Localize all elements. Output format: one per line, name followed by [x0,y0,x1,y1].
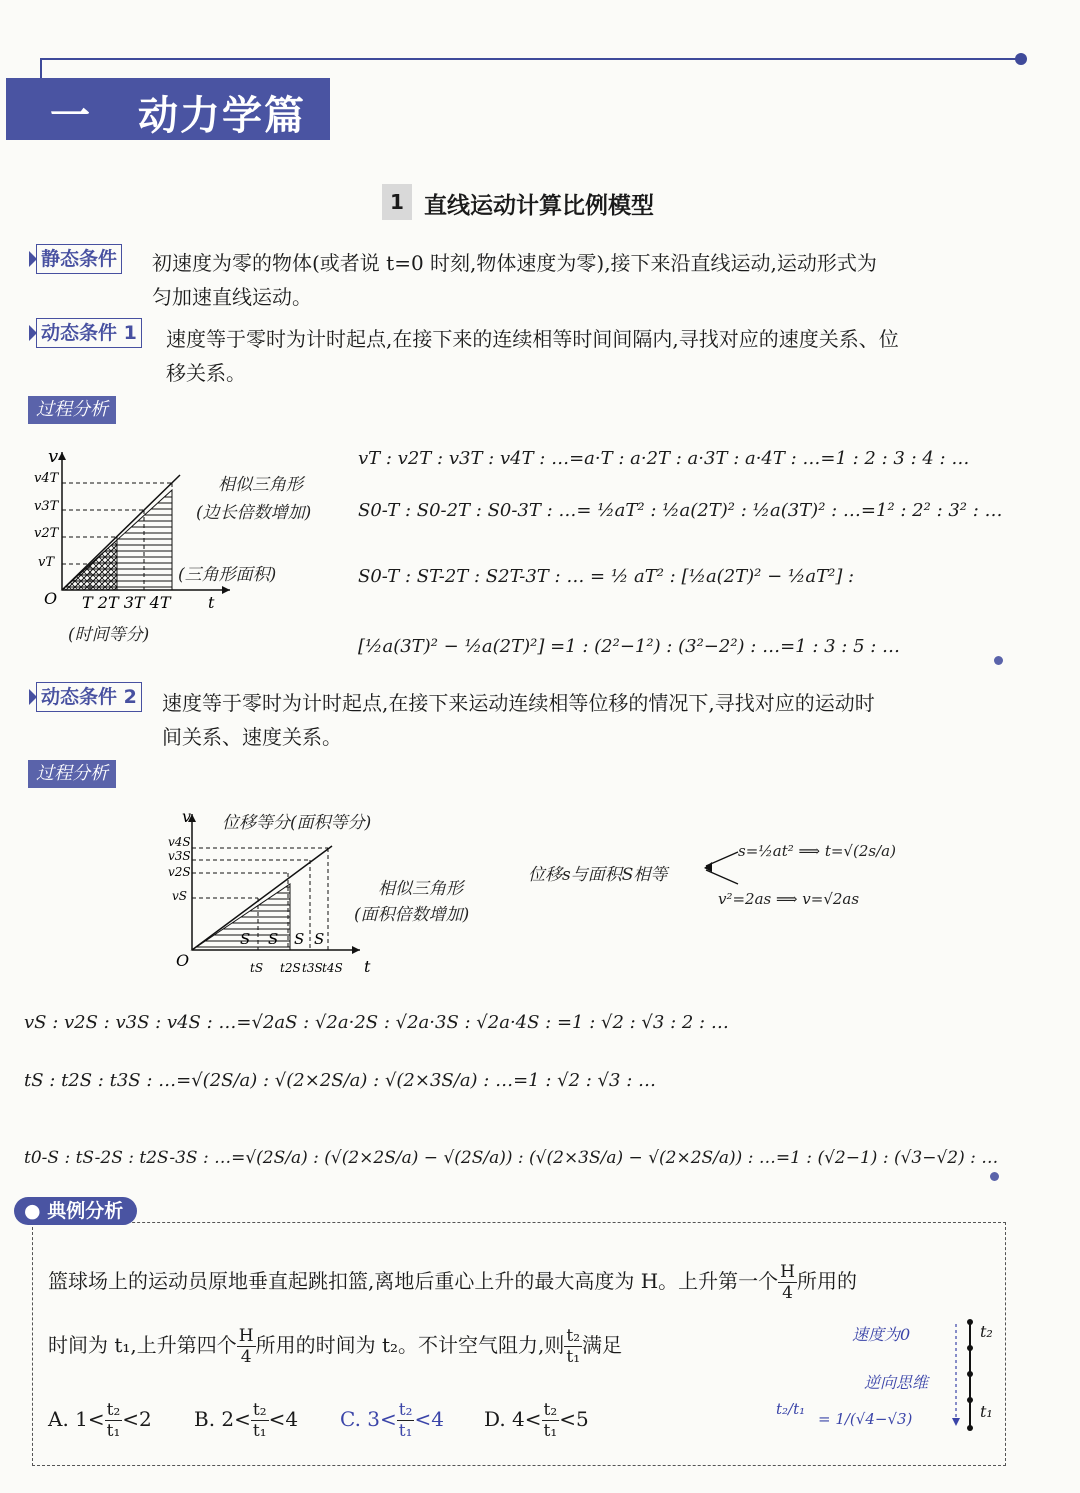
tick-t2S: t2S [280,961,301,975]
axis-label-t: t [208,593,215,612]
question-text-2c: 满足 [582,1333,623,1357]
axis-label-t: t [364,957,371,976]
example-header [14,1197,137,1225]
question-text-2b: 所用的时间为 t₂。不计空气阻力,则 [255,1333,565,1357]
note-displacement-area-equal: 位移s与面积S相等 [528,865,668,885]
label-t2: t₂ [980,1322,993,1341]
t-ticks: T 2T 3T 4T [82,593,171,612]
note-time-equal: (时间等分) [68,625,150,645]
tick-v3S: v3S [168,849,191,863]
equation-time-from-displacement: s=½at² ⟹ t=√(2s/a) [738,842,896,860]
velocity-ratio-equal-displacement: vS : v2S : v3S : v4S : …=√2aS : √2a·2S : √2a·3S : √2a·4S : =1 : √2 : √3 : 2 : … [24,1012,729,1033]
question-line1 [48,1262,857,1303]
dynamic-condition-1-line2: 移关系。 [166,361,246,385]
note-reverse-thinking: 逆向思维 [864,1373,929,1392]
area-label-s1: S [240,930,251,948]
displacement-ratio-formula: S0-T : S0-2T : S0-3T : …= ½aT² : ½a(2T)² : ½a(3T)² : …=1² : 2² : 3² : … [358,500,1003,521]
static-condition-tag: 静态条件 [36,244,122,274]
question-text-1: 篮球场上的运动员原地垂直起跳扣篮,离地后重心上升的最大高度为 H。上升第一个 [48,1269,779,1293]
axis-label-v: v [182,807,192,826]
header-dot [1015,53,1027,65]
chapter-banner [6,78,330,140]
tick-vS: vS [172,889,187,903]
label-t1: t₁ [980,1402,993,1421]
option-a[interactable]: A. 1< $\frac{\text{t₂}}{\text{t₁}}$ <2 [48,1400,152,1441]
chapter-title: 动力学篇 [138,93,306,139]
successive-displacement-formula-b: [½a(3T)² − ½a(2T)²] =1 : (2²−1²) : (3²−2²) : …=1 : 3 : 5 : … [358,636,901,657]
dynamic-condition-2-tag: 动态条件 2 [36,682,142,712]
successive-displacement-formula-a: S0-T : ST-2T : S2T-3T : … = ½ aT² : [½a(2T)² − ½aT²] : [358,566,855,587]
fraction-t2-over-t1: $\frac{\text{t₂}}{\text{t₁}}$ [566,1326,581,1367]
process-analysis-label-1: 过程分析 [28,396,116,424]
tick-v3T: v3T [34,499,59,514]
area-label-s3: S [294,930,305,948]
note-velocity-zero: 速度为0 [852,1325,911,1344]
static-condition-line2: 匀加速直线运动。 [152,285,312,309]
header-rule [42,58,1022,60]
dynamic-condition-1-tag: 动态条件 1 [36,318,142,348]
dynamic-condition-1-line1: 速度等于零时为计时起点,在接下来的连续相等时间间隔内,寻找对应的速度关系、位 [166,327,899,351]
dynamic-condition-2-line1: 速度等于零时为计时起点,在接下来运动连续相等位移的情况下,寻找对应的运动时 [162,691,875,715]
note-area-multiple: (面积倍数增加) [354,905,470,925]
end-dot-2 [990,1172,999,1181]
successive-time-ratio-formula: t0-S : tS-2S : t2S-3S : …=√(2S/a) : (√(2×2S/a) − √(2S/a)) : (√(2×3S/a) − √(2×2S/a)) : …=1 : (√2−1) : (√3−√2) : … [24,1148,999,1168]
axis-label-v: v [48,446,59,467]
equation-velocity-from-displacement: v²=2as ⟹ v=√2as [718,890,860,908]
question-line2 [48,1326,622,1367]
example-header-icon: ● [24,1200,48,1222]
static-condition-line1: 初速度为零的物体(或者说 t=0 时刻,物体速度为零),接下来沿直线运动,运动形式为 [152,251,877,275]
branch-arrows [700,840,740,890]
area-label-s4: S [314,930,325,948]
note-ratio-right: = 1/(√4−√3) [818,1410,913,1428]
chapter-number: 一 [50,93,90,139]
question-text-1b: 所用的 [796,1269,857,1293]
note-side-multiple: (边长倍数增加) [196,503,312,523]
note-displacement-equal: 位移等分(面积等分) [222,813,372,833]
height-segment-diagram [936,1316,976,1436]
example-header-label: 典例分析 [47,1200,124,1222]
note-triangle-area: (三角形面积) [178,565,277,585]
fraction-H-over-4: $\frac{H}{4}$ [780,1262,795,1303]
origin-label: O [176,951,190,970]
note-similar-triangles-2: 相似三角形 [378,879,463,899]
tick-t4S: t4S [322,961,343,975]
tick-v4T: v4T [34,471,59,486]
option-d[interactable]: D. 4< $\frac{\text{t₂}}{\text{t₁}}$ <5 [484,1400,589,1441]
tick-tS: tS [250,961,264,975]
option-b[interactable]: B. 2< $\frac{\text{t₂}}{\text{t₁}}$ <4 [194,1400,299,1441]
section-title: 直线运动计算比例模型 [424,193,654,219]
origin-label: O [44,589,58,608]
time-ratio-equal-displacement: tS : t2S : t3S : …=√(2S/a) : √(2×2S/a) : √(2×3S/a) : …=1 : √2 : √3 : … [24,1070,656,1091]
fraction-H-over-4-b: $\frac{H}{4}$ [238,1326,254,1367]
tick-v4S: v4S [168,835,191,849]
note-ratio-left: t₂/t₁ [776,1400,806,1418]
dynamic-condition-2-line2: 间关系、速度关系。 [162,725,342,749]
option-c-answer[interactable]: C. 3< $\frac{\text{t₂}}{\text{t₁}}$ <4 [340,1400,444,1441]
velocity-ratio-formula: vT : v2T : v3T : v4T : …=a·T : a·2T : a·3T : a·4T : …=1 : 2 : 3 : 4 : … [358,448,970,469]
tick-v2T: v2T [34,526,59,541]
tick-t3S: t3S [302,961,323,975]
tick-v2S: v2S [168,865,191,879]
note-similar-triangles: 相似三角形 [218,475,303,495]
section-number: 1 [382,184,412,220]
end-dot-1 [994,656,1003,665]
tick-vT: vT [38,555,55,570]
process-analysis-label-2: 过程分析 [28,760,116,788]
question-text-2: 时间为 t₁,上升第四个 [48,1333,237,1357]
area-label-s2: S [268,930,279,948]
